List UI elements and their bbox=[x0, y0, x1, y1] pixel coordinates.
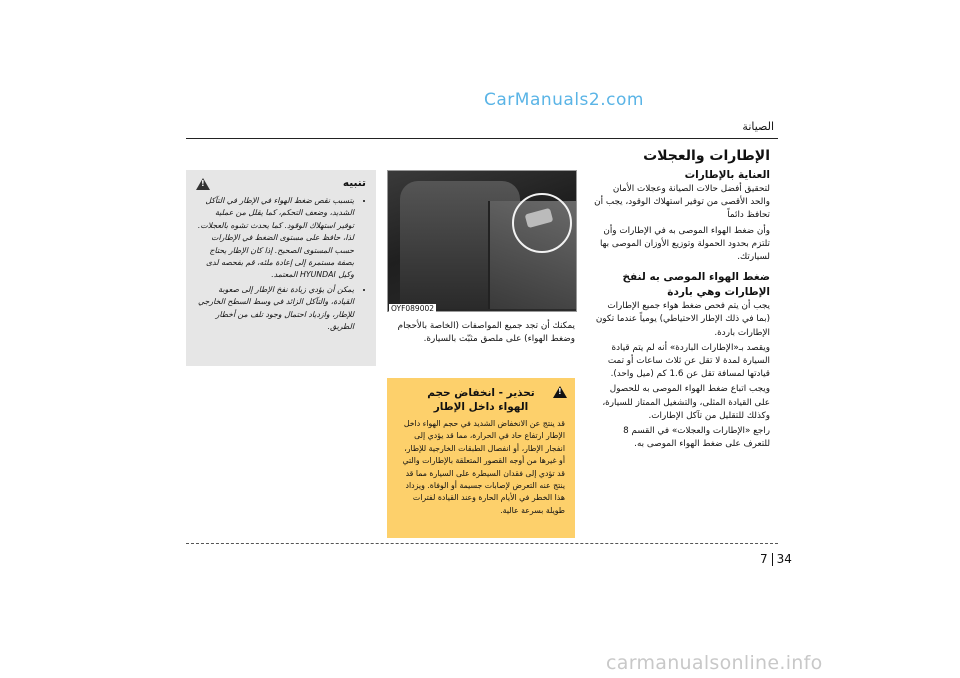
tire-label-photo bbox=[387, 170, 577, 312]
chapter-number: 7 bbox=[760, 552, 768, 566]
paragraph: راجع «الإطارات والعجلات» في القسم 8 للتعرف على ضغط الهواء الموصى به. bbox=[623, 426, 770, 450]
notice-item: • يتسبب نقص ضغط الهواء في الإطار في التآكل الشديد، وضعف التحكم، كما يقلل من عملية توفير استهلاك الوقود. كما يحدث تشوه بالعجلات. لذا، حافظ على مستوى الضغط في الإطارات حسب المستوى الصحيح. إذا كان الإطار يحتاج بصفة مستمرة إلى إعادة ملئه، قم بفحصه لدى وكيل HYUNDAI المعتمد. bbox=[196, 195, 354, 282]
caution-icon bbox=[196, 178, 210, 190]
page-number-separator bbox=[772, 553, 773, 566]
watermark-bottom: carmanualsonline.info bbox=[606, 652, 823, 674]
section-title: الإطارات والعجلات bbox=[643, 148, 770, 164]
page-number bbox=[760, 552, 792, 566]
notice-item: • يمكن أن يؤدي زيادة نفخ الإطار إلى صعوبة القيادة، والتآكل الزائد في وسط السطح الخارجي للإطار، وازدياد احتمال وجود تلف من أخطار الطريق. bbox=[196, 284, 354, 334]
notice-body bbox=[196, 195, 366, 333]
paragraph: يجب أن يتم فحص ضغط هواء جميع الإطارات (بما في ذلك الإطار الاحتياطي) يومياً عندما تكون الإطارات باردة. bbox=[595, 301, 770, 338]
photo-code: OYF089002 bbox=[391, 304, 435, 313]
paragraph: ويجب اتباع ضغط الهواء الموصى به للحصول على القيادة المثلى، والتشغيل الممتاز للسيارة، وكذلك للتقليل من تآكل الإطارات. bbox=[602, 384, 770, 421]
subheading-tire-care: العناية بالإطارات bbox=[684, 169, 770, 181]
warning-icon bbox=[553, 386, 567, 398]
watermark-top: CarManuals2.com bbox=[484, 90, 644, 110]
warning-box bbox=[387, 378, 575, 538]
subheading-cold-pressure: ضغط الهواء الموصى به لنفخ الإطارات وهي باردة bbox=[622, 271, 770, 299]
middle-text: يمكنك أن تجد جميع المواصفات (الخاصة بالأحجام وضغط الهواء) على ملصق مثبّت بالسيارة. bbox=[397, 321, 575, 344]
paragraph: لتحقيق أفضل حالات الصيانة وعجلات الأمان والحد الأقصى من توفير استهلاك الوقود، يجب أن تحافظ دائماً bbox=[594, 184, 770, 221]
notice-box bbox=[186, 170, 376, 366]
chapter-header: الصيانة bbox=[742, 120, 774, 133]
warning-body: قد ينتج عن الانخفاض الشديد في حجم الهواء داخل الإطار ارتفاع حاد في الحرارة، مما قد يؤدي إلى انفجار الإطار، أو انفصال الطبقات الخارجية للإطار، أو غيرها من أوجه القصور المتعلقة بالإطارات والتي قد تؤدي إلى فقدان السيطرة على السيارة مما قد ينتج عنه التعرض لإصابات جسيمة أو الوفاة. ويزداد هذا الخطر في الأيام الحارة وعند القيادة لفترات طويلة بسرعة عالية. bbox=[402, 419, 565, 515]
paragraph: ويقصد بـ«الإطارات الباردة» أنه لم يتم قيادة السيارة لمدة لا تقل عن ثلاث ساعات أو تمت قيادتها لمسافة تقل عن 1.6 كم (ميل واحد). bbox=[607, 342, 770, 380]
footer-divider bbox=[186, 543, 778, 544]
header-divider bbox=[186, 138, 778, 139]
page-number-value: 34 bbox=[776, 552, 792, 566]
paragraph: وأن ضغط الهواء الموصى به في الإطارات وأن تلتزم بحدود الحمولة وتوزيع الأوزان الموصى بها لسيارتك. bbox=[599, 225, 770, 263]
right-column bbox=[594, 168, 770, 453]
warning-title: تحذير - انخفاض حجم الهواء داخل الإطار bbox=[427, 387, 535, 413]
notice-title: تنبيه bbox=[342, 177, 366, 189]
